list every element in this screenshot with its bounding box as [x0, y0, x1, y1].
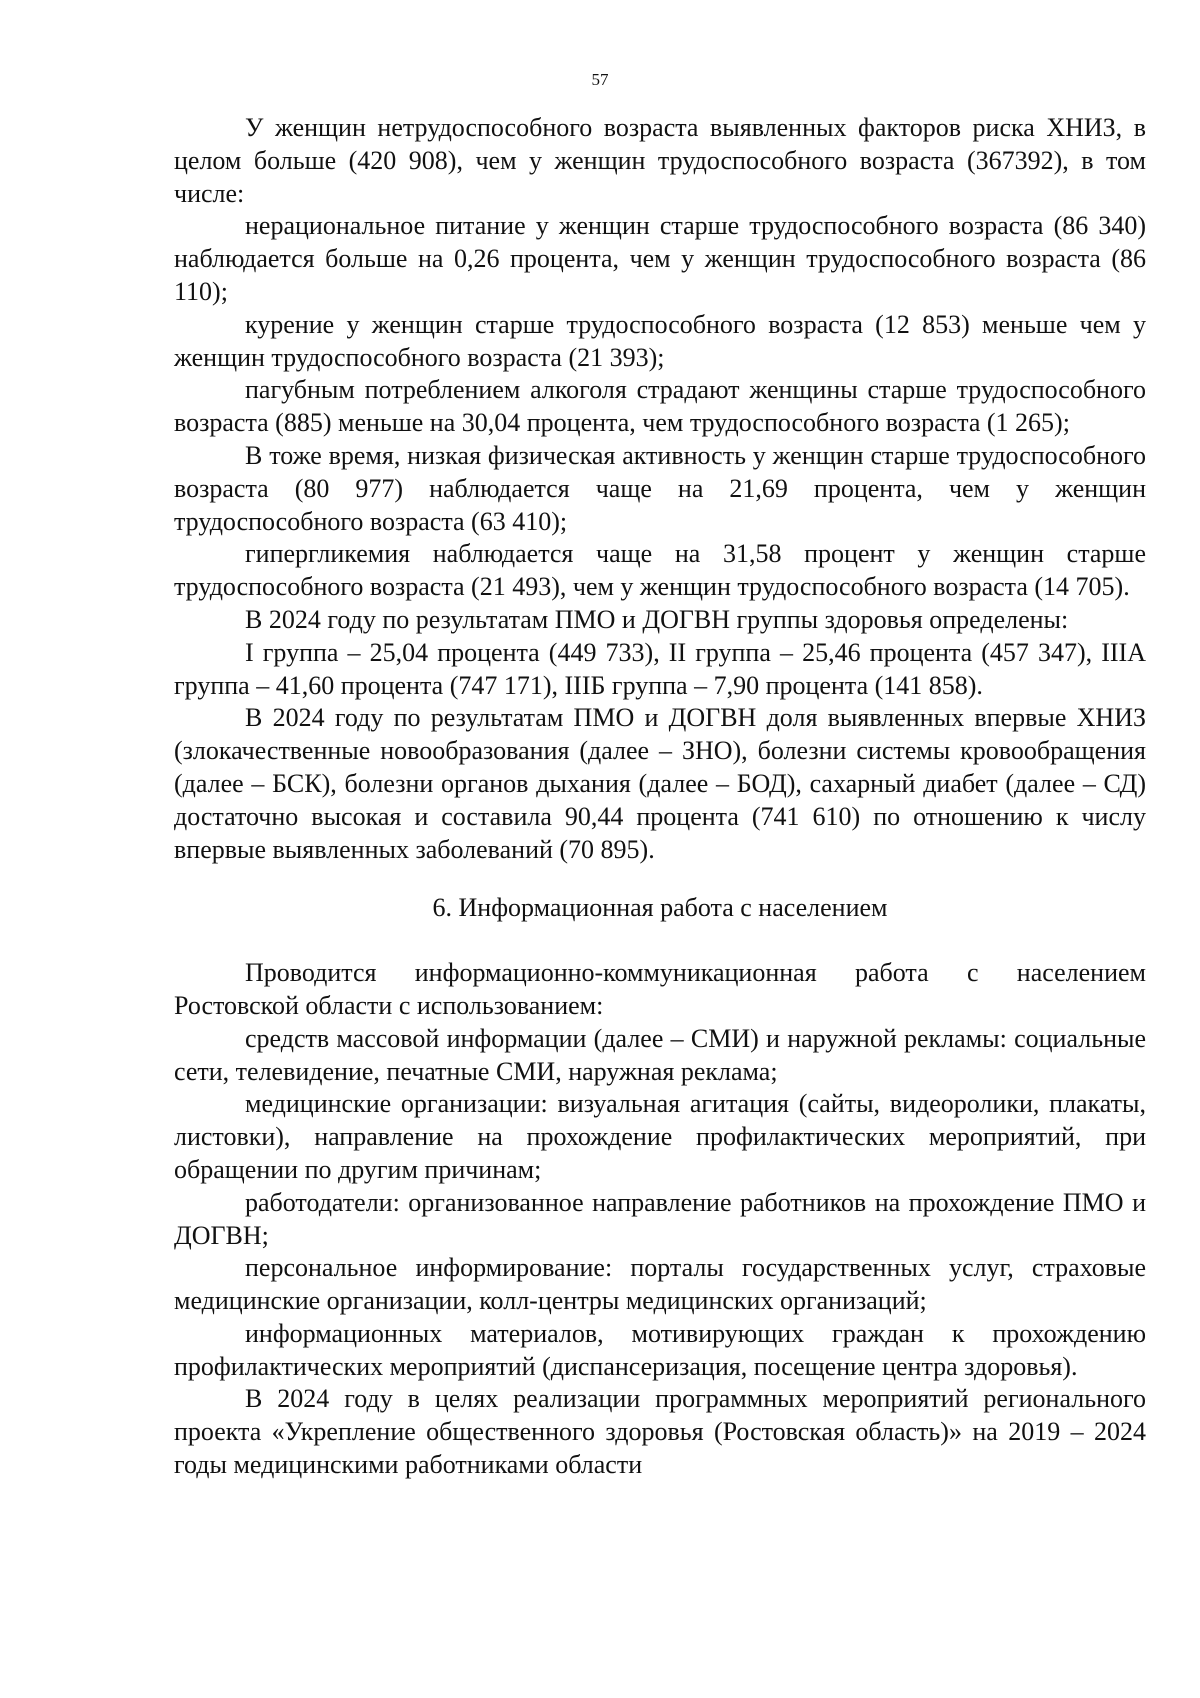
paragraph: В 2024 году по результатам ПМО и ДОГВН группы здоровья определены: [245, 604, 1069, 634]
paragraph: медицинские организации: визуальная агитация (сайты, видеоролики, плакаты, листовки), направление на прохождение профилактических мероприятий, при обращении по другим причинам; [174, 1089, 1146, 1184]
document-body [174, 112, 1146, 1482]
paragraph: персональное информирование: порталы государственных услуг, страховые медицинские организации, колл-центры медицинских организаций; [174, 1253, 1146, 1316]
paragraph: I группа – 25,04 процента (449 733), II группа – 25,46 процента (457 347), IIIА группа – 41,60 процента (747 171), IIIБ группа – 7,90 процента (141 858). [174, 637, 1146, 700]
paragraph: Проводится информационно-коммуникационная работа с населением Ростовской области с использованием: [174, 958, 1146, 1020]
page-number: 57 [591, 70, 609, 89]
paragraph: пагубным потреблением алкоголя страдают женщины старше трудоспособного возраста (885) меньше на 30,04 процента, чем трудоспособного возраста (1 265); [174, 375, 1146, 438]
paragraph: нерациональное питание у женщин старше трудоспособного возраста (86 340) наблюдается больше на 0,26 процента, чем у женщин трудоспособного возраста (86 110); [174, 211, 1146, 306]
paragraph: средств массовой информации (далее – СМИ) и наружной рекламы: социальные сети, телевидение, печатные СМИ, наружная реклама; [174, 1023, 1146, 1086]
paragraph: В 2024 году в целях реализации программных мероприятий регионального проекта «Укрепление общественного здоровья (Ростовская область)» на 2019 – 2024 годы медицинскими работниками области [174, 1384, 1146, 1480]
paragraph: В тоже время, низкая физическая активность у женщин старше трудоспособного возраста (80 977) наблюдается чаще на 21,69 процента, чем у женщин трудоспособного возраста (63 410); [174, 440, 1146, 536]
paragraph: В 2024 году по результатам ПМО и ДОГВН доля выявленных впервые ХНИЗ (злокачественные новообразования (далее – ЗНО), болезни системы кровообращения (далее – БСК), болезни органов дыхания (далее – БОД), сахарный диабет (далее – СД) достаточно высокая и составила 90,44 процента (741 610) по отношению к числу впервые выявленных заболеваний (70 895). [174, 703, 1146, 864]
paragraph: работодатели: организованное направление работников на прохождение ПМО и ДОГВН; [174, 1187, 1146, 1250]
paragraph: У женщин нетрудоспособного возраста выявленных факторов риска ХНИЗ, в целом больше (420 908), чем у женщин трудоспособного возраста (367392), в том числе: [174, 113, 1146, 208]
paragraph: курение у женщин старше трудоспособного возраста (12 853) меньше чем у женщин трудоспособного возраста (21 393); [174, 309, 1146, 372]
paragraph: гипергликемия наблюдается чаще на 31,58 процент у женщин старше трудоспособного возраста (21 493), чем у женщин трудоспособного возраста (14 705). [174, 539, 1146, 602]
paragraph: информационных материалов, мотивирующих граждан к прохождению профилактических мероприятий (диспансеризация, посещение центра здоровья). [174, 1318, 1146, 1381]
section-heading: 6. Информационная работа с населением [432, 893, 888, 923]
